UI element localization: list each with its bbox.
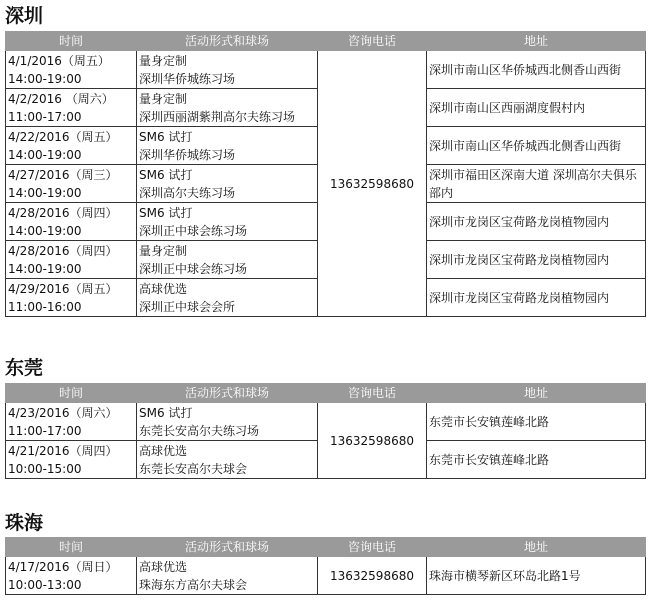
header-activity: 活动形式和球场	[137, 384, 318, 403]
venue-text: 深圳正中球会会所	[139, 299, 236, 314]
header-phone: 咨询电话	[318, 384, 427, 403]
date-text: 4/27/2016（周三）	[8, 167, 118, 182]
table-row	[6, 403, 646, 441]
header-time: 时间	[6, 538, 137, 557]
activity-cell	[137, 165, 318, 203]
address-cell: 深圳市福田区深南大道 深圳高尔夫俱乐部内	[427, 165, 646, 203]
header-phone: 咨询电话	[318, 32, 427, 51]
activity-cell	[137, 279, 318, 317]
activity-cell	[137, 51, 318, 89]
activity-cell	[137, 241, 318, 279]
venue-text: 珠海东方高尔夫球会	[139, 577, 248, 592]
venue-text: 东莞长安高尔夫球会	[139, 461, 248, 476]
activity-type: 量身定制	[139, 91, 188, 106]
address-cell: 深圳市南山区华侨城西北侧香山西街	[427, 51, 646, 89]
city-title-dongguan: 东莞	[5, 357, 44, 379]
date-text: 4/23/2016（周六）	[8, 405, 118, 420]
hours-text: 10:00-15:00	[8, 461, 82, 476]
header-address: 地址	[427, 384, 646, 403]
activity-type: SM6 试打	[139, 167, 193, 182]
date-text: 4/28/2016（周四）	[8, 243, 118, 258]
header-address: 地址	[427, 32, 646, 51]
header-time: 时间	[6, 32, 137, 51]
table-header-row	[6, 538, 646, 557]
time-cell	[6, 403, 137, 441]
table-row	[6, 51, 646, 89]
venue-text: 深圳西丽湖紫荆高尔夫练习场	[139, 109, 296, 124]
hours-text: 14:00-19:00	[8, 71, 82, 86]
time-cell	[6, 127, 137, 165]
activity-cell	[137, 89, 318, 127]
activity-cell	[137, 557, 318, 595]
activity-type: 高球优选	[139, 281, 188, 296]
date-text: 4/29/2016（周五）	[8, 281, 118, 296]
activity-cell	[137, 127, 318, 165]
date-text: 4/22/2016（周五）	[8, 129, 118, 144]
schedule-table-zhuhai	[5, 537, 646, 595]
hours-text: 14:00-19:00	[8, 185, 82, 200]
schedule-table-shenzhen	[5, 31, 646, 317]
hours-text: 10:00-13:00	[8, 577, 82, 592]
time-cell	[6, 241, 137, 279]
date-text: 4/17/2016（周日）	[8, 559, 118, 574]
header-phone: 咨询电话	[318, 538, 427, 557]
phone-cell: 13632598680	[318, 51, 427, 317]
schedule-table-dongguan	[5, 383, 646, 479]
hours-text: 14:00-19:00	[8, 261, 82, 276]
hours-text: 14:00-19:00	[8, 147, 82, 162]
address-cell: 深圳市龙岗区宝荷路龙岗植物园内	[427, 279, 646, 317]
venue-text: 深圳高尔夫练习场	[139, 185, 236, 200]
activity-cell	[137, 403, 318, 441]
phone-cell: 13632598680	[318, 557, 427, 595]
hours-text: 14:00-19:00	[8, 223, 82, 238]
time-cell	[6, 89, 137, 127]
date-text: 4/28/2016（周四）	[8, 205, 118, 220]
table-row	[6, 557, 646, 595]
table-header-row	[6, 32, 646, 51]
date-text: 4/2/2016 （周六）	[8, 91, 114, 106]
activity-type: 量身定制	[139, 53, 188, 68]
address-cell: 深圳市南山区西丽湖度假村内	[427, 89, 646, 127]
time-cell	[6, 279, 137, 317]
venue-text: 深圳华侨城练习场	[139, 147, 236, 162]
address-cell: 东莞市长安镇莲峰北路	[427, 441, 646, 479]
time-cell	[6, 165, 137, 203]
address-cell: 东莞市长安镇莲峰北路	[427, 403, 646, 441]
address-cell: 深圳市龙岗区宝荷路龙岗植物园内	[427, 203, 646, 241]
activity-type: SM6 试打	[139, 205, 193, 220]
time-cell	[6, 557, 137, 595]
address-cell: 珠海市横琴新区环岛北路1号	[427, 557, 646, 595]
address-cell: 深圳市龙岗区宝荷路龙岗植物园内	[427, 241, 646, 279]
table-header-row	[6, 384, 646, 403]
date-text: 4/1/2016（周五）	[8, 53, 110, 68]
venue-text: 深圳正中球会练习场	[139, 223, 248, 238]
time-cell	[6, 441, 137, 479]
city-title-shenzhen: 深圳	[5, 5, 44, 27]
venue-text: 深圳正中球会练习场	[139, 261, 248, 276]
activity-type: 高球优选	[139, 559, 188, 574]
time-cell	[6, 203, 137, 241]
activity-type: SM6 试打	[139, 405, 193, 420]
phone-cell: 13632598680	[318, 403, 427, 479]
date-text: 4/21/2016（周四）	[8, 443, 118, 458]
activity-cell	[137, 441, 318, 479]
hours-text: 11:00-17:00	[8, 109, 82, 124]
time-cell	[6, 51, 137, 89]
hours-text: 11:00-16:00	[8, 299, 82, 314]
venue-text: 深圳华侨城练习场	[139, 71, 236, 86]
header-address: 地址	[427, 538, 646, 557]
header-activity: 活动形式和球场	[137, 538, 318, 557]
header-activity: 活动形式和球场	[137, 32, 318, 51]
city-title-zhuhai: 珠海	[5, 512, 44, 534]
activity-type: 高球优选	[139, 443, 188, 458]
activity-cell	[137, 203, 318, 241]
activity-type: 量身定制	[139, 243, 188, 258]
activity-type: SM6 试打	[139, 129, 193, 144]
venue-text: 东莞长安高尔夫练习场	[139, 423, 260, 438]
address-cell: 深圳市南山区华侨城西北侧香山西街	[427, 127, 646, 165]
hours-text: 11:00-17:00	[8, 423, 82, 438]
header-time: 时间	[6, 384, 137, 403]
